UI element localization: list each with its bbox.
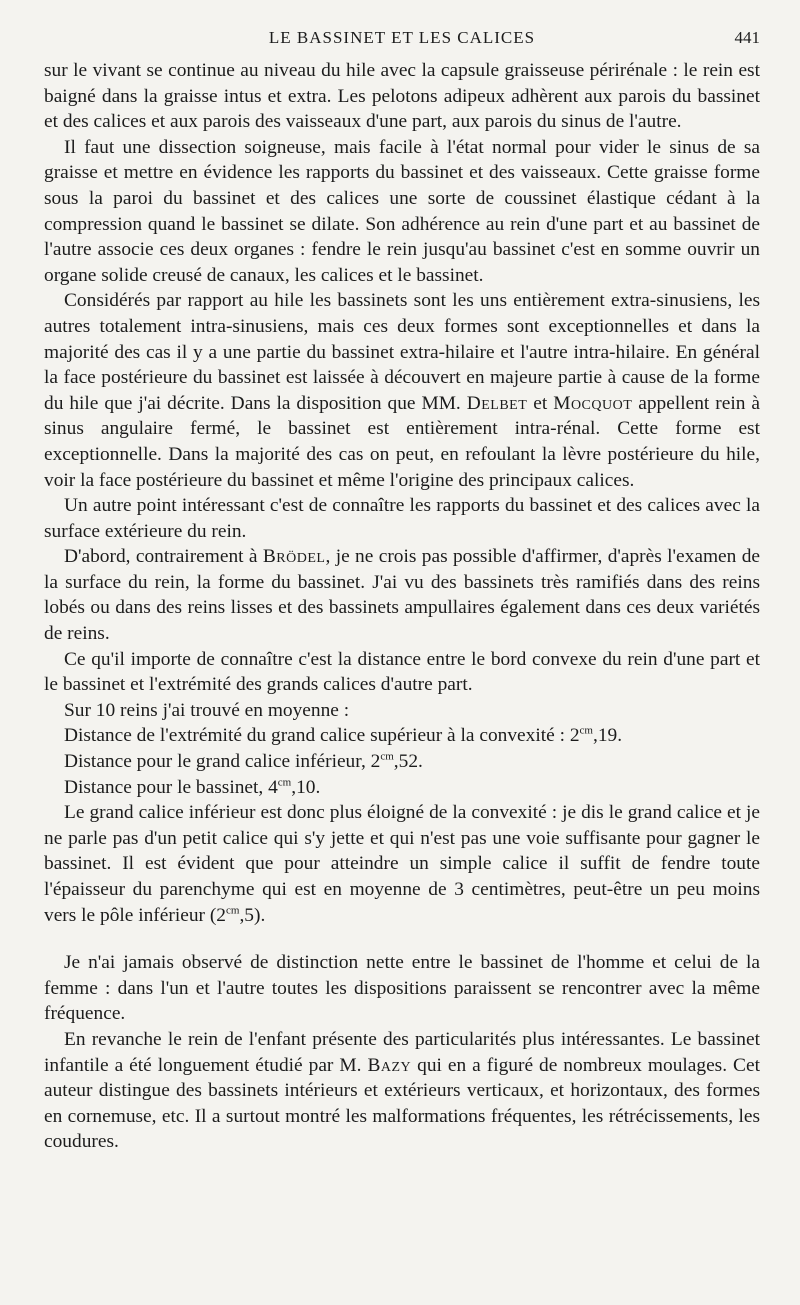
paragraph-9 [44,1027,760,1155]
paragraph-7 [44,800,760,928]
paragraph-6: Ce qu'il importe de connaître c'est la distance entre le bord convexe du rein d'une part et le bassinet et l'extrémité des grands calices d'autre part. [44,648,760,696]
measurement-item-1 [44,723,760,749]
measurement-2-unit: cm [380,750,394,763]
measurement-3-value: ,10. [291,776,321,798]
page-number: 441 [734,28,760,47]
paragraph-8: Je n'ai jamais observé de distinction nette entre le bassinet de l'homme et celui de la femme : dans l'un et l'autre toutes les dispositions paraissent se rencontrer avec la même fréquence. [44,952,760,1025]
author-delbet: Delbet [466,392,528,414]
measurement-1-unit: cm [579,724,593,737]
measurement-item-2 [44,749,760,775]
author-bazy: Bazy [367,1054,412,1076]
running-header [44,28,760,58]
measurement-2-value: ,52. [393,751,423,773]
paragraph-9-text-a: En revanche le rein de l'enfant présente des particularités plus intéressantes. Le bassinet infantile a été longuement étudié par M. [44,1028,760,1076]
measurement-1-text: Distance de l'extrémité du grand calice supérieur à la convexité : 2 [64,725,580,747]
measurement-item-3 [44,775,760,801]
measurement-1-value: ,19. [592,725,623,747]
page-body [44,58,760,1155]
paragraph-5-text-a: D'abord, contrairement à [64,546,258,568]
paragraph-3 [44,288,760,493]
paragraph-9-text-b: qui en a figuré de nombreux moulages. Cet auteur distingue des bassinets intérieurs et extérieurs verticaux, et horizontaux, des formes en cornemuse, etc. Il a surtout montré les malformations fréquentes, les rétrécissements, les coudures. [44,1054,760,1153]
paragraph-2: Il faut une dissection soigneuse, mais facile à l'état normal pour vider le sinus de sa graisse et mettre en évidence les rapports du bassinet et des vaisseaux. Cette graisse forme sous la paroi du bassinet et des calices une sorte de coussinet élastique cédant à la compression quand le bassinet se dilate. Son adhérence au rein d'une part et au bassinet de l'autre associe ces deux organes : fendre le rein jusqu'au bassinet c'est en somme ouvrir un organe solide creusé de canaux, les calices et le bassinet. [44,136,760,286]
paragraph-7-unit: cm [225,904,240,917]
paragraph-4: Un autre point intéressant c'est de connaître les rapports du bassinet et des calices avec la surface extérieure du rein. [44,495,760,542]
paragraph-3-text-c: appellent rein à sinus angulaire fermé, le bassinet est entièrement intra-rénal. Cette forme est exceptionnelle. Dans la majorité des cas on peut, en refoulant la lèvre postérieure du hile, voir la face postérieure du bassinet et même l'origine des principaux calices. [44,392,760,491]
paragraph-5 [44,544,760,646]
running-title: LE BASSINET ET LES CALICES [268,28,536,47]
author-brodel: Brödel [262,546,326,568]
paragraph-1: sur le vivant se continue au niveau du hile avec la capsule graisseuse périrénale : le rein est baigné dans la graisse intus et extra. Les pelotons adipeux adhèrent aux parois du bassinet et des calices et aux parois des vaisseaux d'une part, aux parois du sinus de l'autre. [44,60,760,133]
paragraph-3-text-a: Considérés par rapport au hile les bassinets sont les uns entièrement extra-sinusiens, les autres totalement intra-sinusiens, mais ces deux formes sont exceptionnelles et dans la majorité des cas il y a une partie du bassinet extra-hilaire et l'autre intra-hilaire. En général la face postérieure du bassinet est laissée à découvert en majeure partie à cause de la forme du hile que j'ai décrite. Dans la disposition que MM. [44,290,760,414]
paragraph-5-text-b: , je ne crois pas possible d'affirmer, d'après l'examen de la surface du rein, la forme du bassinet. J'ai vu des bassinets très ramifiés dans des reins lobés ou dans des reins lisses et des bassinets ampullaires également dans ces deux variétés de reins. [44,546,760,645]
paragraph-7-text-b: ,5). [239,904,266,926]
measurement-3-unit: cm [277,776,292,789]
measurement-intro: Sur 10 reins j'ai trouvé en moyenne : [64,699,350,721]
section-gap [44,928,760,950]
paragraph-3-text-b: et [533,392,548,414]
measurement-3-text: Distance pour le bassinet, 4 [64,776,278,798]
measurement-2-text: Distance pour le grand calice inférieur, 2 [64,751,381,773]
measurement-list [44,698,760,800]
author-mocquot: Mocquot [553,392,633,414]
paragraph-7-text-a: Le grand calice inférieur est donc plus éloigné de la convexité : je dis le grand calice et je ne parle pas d'un petit calice qui s'y jette et qui n'est pas une voie suffisante pour gagner le bassinet. Il est évident que pour atteindre un simple calice il suffit de fendre toute l'épaisseur du parenchyme qui est en moyenne de 3 centimètres, peut-être un peu moins vers le pôle inférieur (2 [44,802,760,926]
